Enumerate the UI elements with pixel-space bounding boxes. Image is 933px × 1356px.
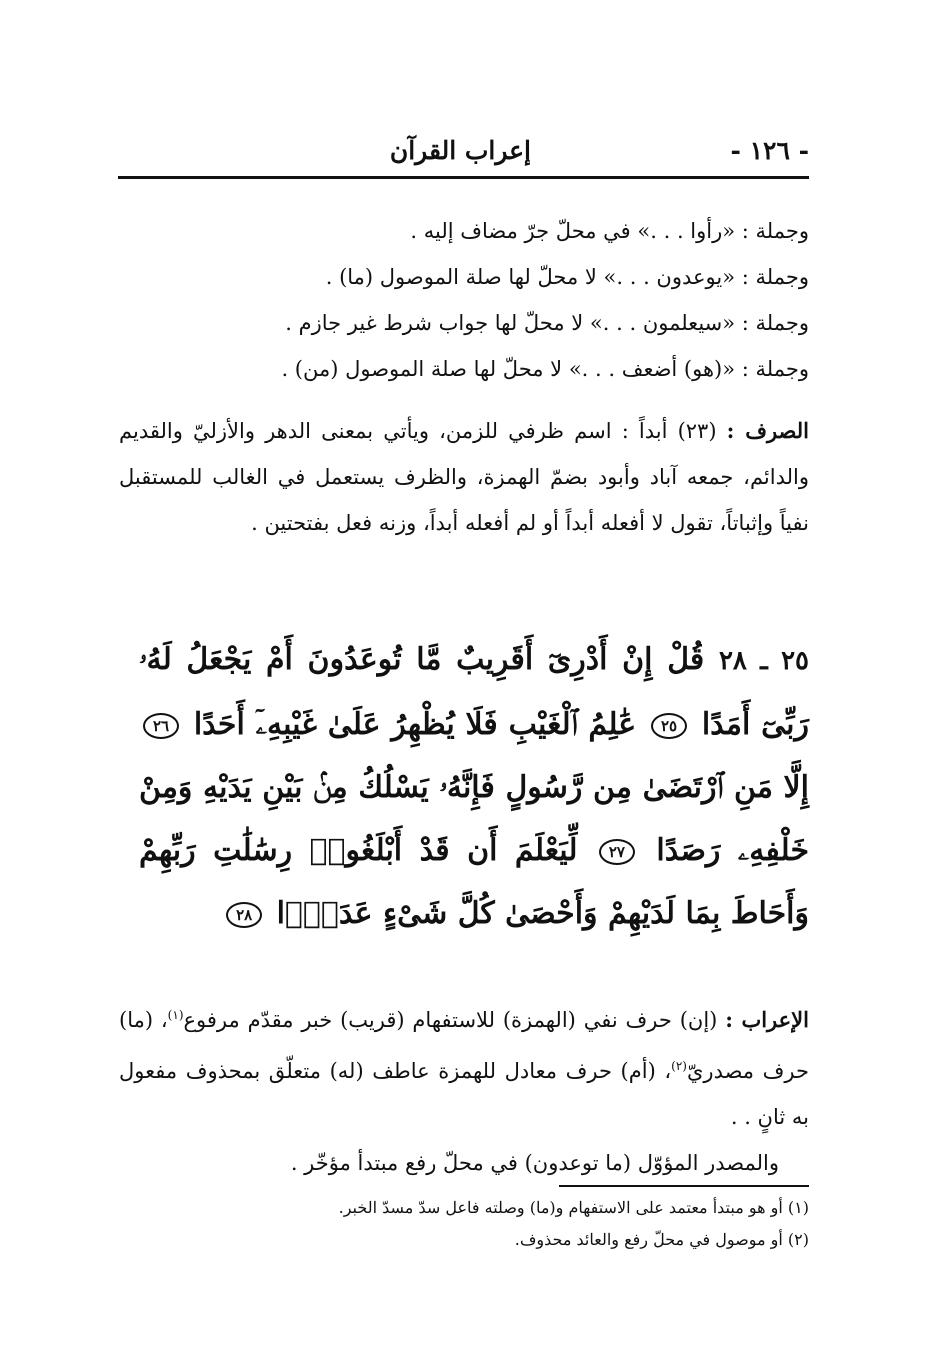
verse-end-mark: ٢٥: [651, 713, 687, 739]
verse-text: قُلْ إِنْ أَدْرِىٓ أَقَرِيبٌ مَّا تُوعَدُونَ أَمْ يَجْعَلُ لَهُۥ رَبِّىٓ أَمَدًا: [139, 642, 809, 742]
irab-text: ، (أم) حرف معادل للهمزة عاطف (له) متعلّق بمحذوف مفعول به ثانٍ . .: [119, 1059, 809, 1129]
page-header: [118, 132, 809, 179]
jumla-line: وجملة : «رأوا . . .» في محلّ جرّ مضاف إليه .: [410, 219, 809, 243]
footnote-item: (٢) أو موصول في محلّ رفع والعائد محذوف.: [514, 1230, 809, 1249]
quran-verses: [139, 628, 809, 945]
page-title: إعراب القرآن: [389, 136, 531, 165]
sarf-paragraph: [119, 408, 809, 546]
sarf-label: الصرف :: [726, 418, 809, 443]
jumla-line: وجملة : «يوعدون . . .» لا محلّ لها صلة الموصول (ما) .: [325, 265, 809, 289]
irab-text: ، (ما) حرف مصدريّ: [119, 1008, 809, 1083]
irab-section: [119, 992, 809, 1186]
sarf-text: (٢٣) أبداً : اسم ظرفي للزمن، ويأتي بمعنى الدهر والأزليّ والقديم والدائم، جمعه آباد وأبود بضمّ الهمزة، والظرف يستعمل في الغالب للمستقبل نفياً وإثباتاً، تقول لا أفعله أبداً أو لم أفعله أبداً، وزنه فعل بفتحتين .: [119, 419, 809, 535]
verse-text: لِّيَعْلَمَ أَن قَدْ أَبْلَغُوا۟ رِسَٰلَٰتِ رَبِّهِمْ وَأَحَاطَ بِمَا لَدَيْهِمْ وَأَحْصَىٰ كُلَّ شَىْءٍ عَدَدًۢا: [139, 833, 809, 931]
footnote-ref[interactable]: (٢): [671, 1059, 687, 1073]
footnotes: [119, 1192, 809, 1256]
irab-line: والمصدر المؤوّل (ما توعدون) في محلّ رفع مبتدأ مؤخّر .: [290, 1151, 779, 1175]
verse-end-mark: ٢٧: [599, 839, 635, 865]
verse-text: إِلَّا مَنِ ٱرْتَضَىٰ مِن رَّسُولٍ فَإِنَّهُۥ يَسْلُكُ مِنۢ بَيْنِ يَدَيْهِ وَمِنْ خَلْفِهِۦ رَصَدًا: [139, 770, 809, 868]
jumla-line: وجملة : «(هو) أضعف . . .» لا محلّ لها صلة الموصول (من) .: [281, 357, 809, 381]
page-number: - ١٢٦ -: [730, 136, 809, 165]
jumla-line: وجملة : «سيعلمون . . .» لا محلّ لها جواب شرط غير جازم .: [285, 311, 809, 335]
verse-end-mark: ٢٦: [143, 713, 179, 739]
footnote-divider: [559, 1185, 809, 1187]
footnote-ref[interactable]: (١): [167, 1008, 184, 1022]
irab-label: الإعراب :: [725, 1007, 809, 1032]
footnote-item: (١) أو هو مبتدأ معتمد على الاستفهام و(ما) وصلته فاعل سدّ مسدّ الخبر.: [338, 1198, 809, 1217]
irab-paragraph: [119, 992, 809, 1140]
verse-range-number: ٢٥ ـ ٢٨: [718, 646, 809, 676]
verse-end-mark: ٢٨: [226, 902, 262, 928]
irab-text: (إن) حرف نفي (الهمزة) للاستفهام (قريب) خبر مقدّم مرفوع: [183, 1008, 718, 1032]
jumla-list: [209, 208, 809, 392]
verse-text: عَٰلِمُ ٱلْغَيْبِ فَلَا يُظْهِرُ عَلَىٰ غَيْبِهِۦٓ أَحَدًا: [193, 707, 637, 742]
